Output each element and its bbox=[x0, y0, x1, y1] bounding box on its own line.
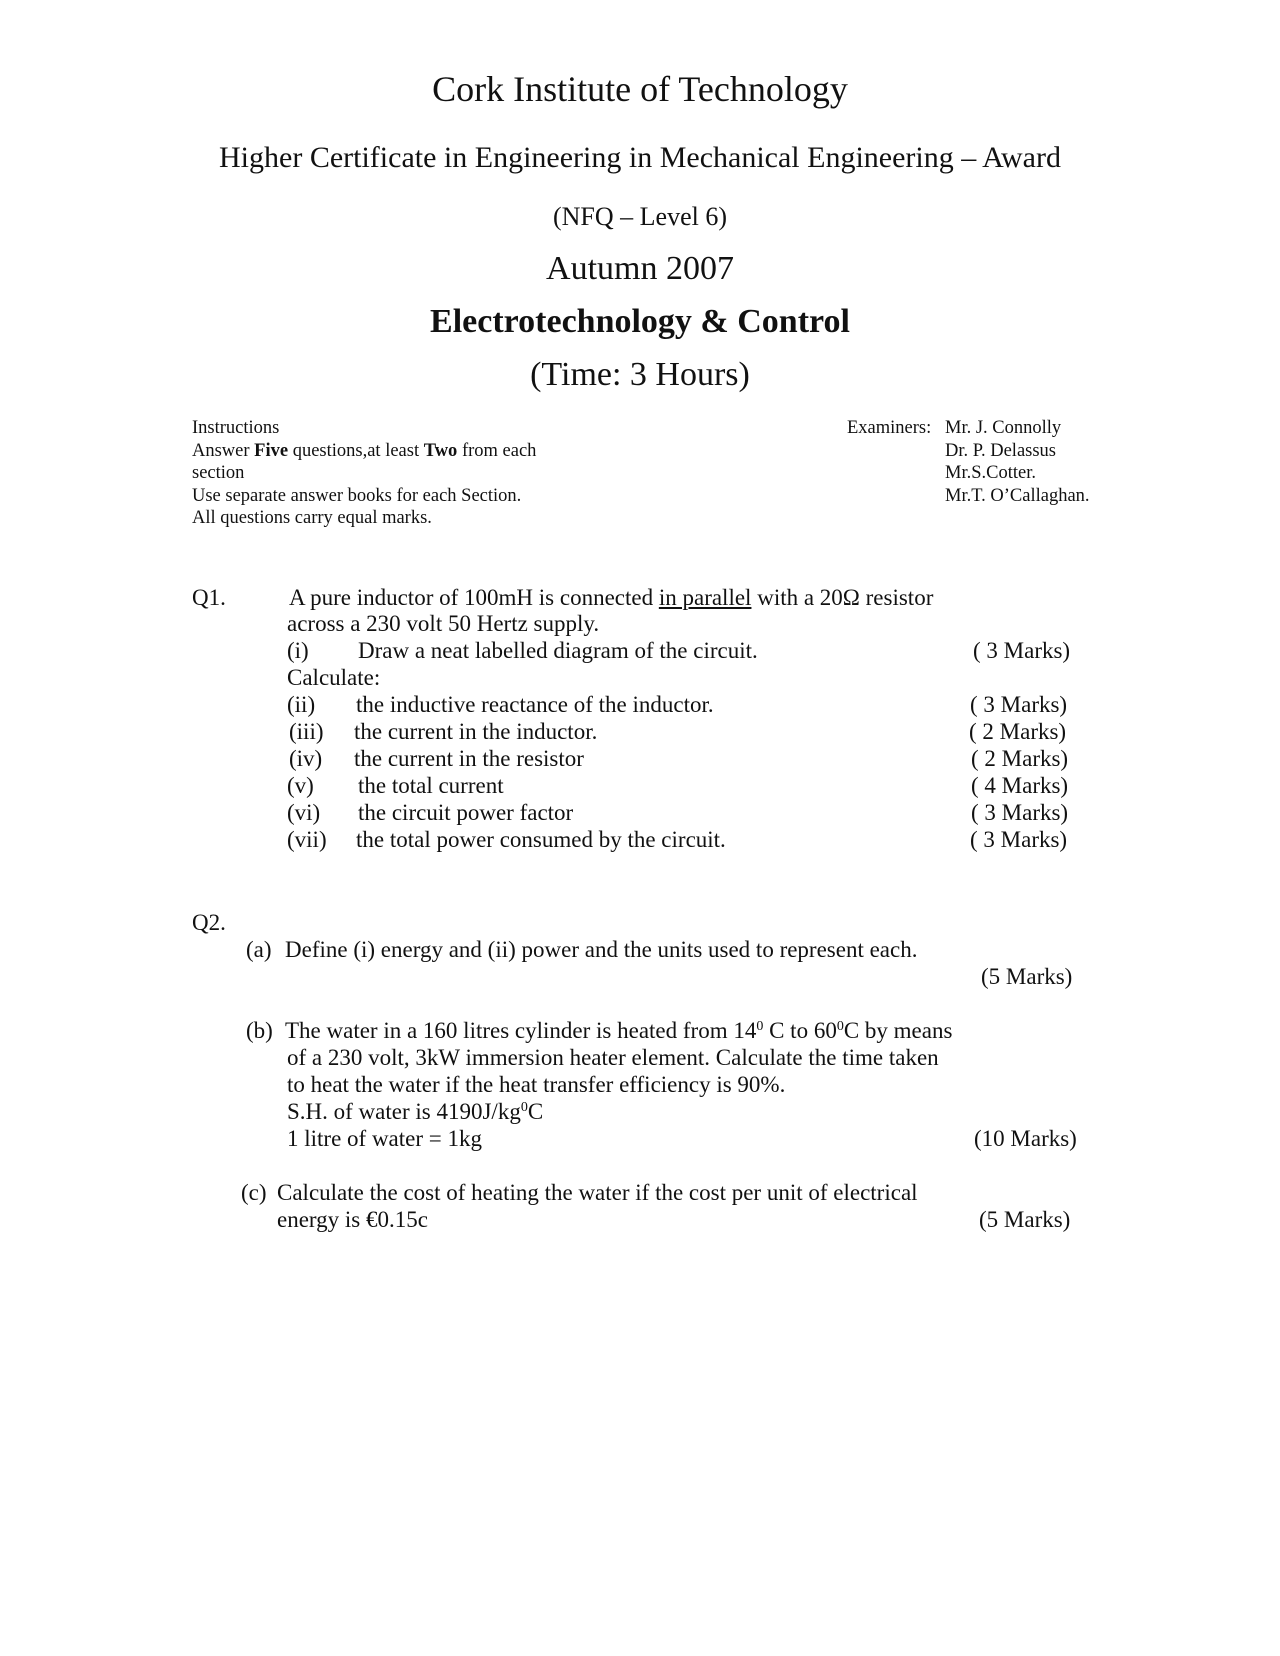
q1-part-text: the current in the resistor bbox=[354, 746, 584, 771]
q2-part-b-line-1: The water in a 160 litres cylinder is heated from $14^0$ C to $60^0C$ by means bbox=[285, 1018, 953, 1043]
q1-number: Q1. bbox=[192, 585, 226, 610]
programme-title: Higher Certificate in Engineering in Mechanical Engineering – Award bbox=[219, 141, 1061, 174]
q1-part-marks: ( 3 Marks) bbox=[971, 800, 1069, 825]
q2-part-c-line-1: Calculate the cost of heating the water if the cost per unit of electrical bbox=[277, 1180, 918, 1205]
q1-part-marks: ( 3 Marks) bbox=[973, 638, 1071, 663]
q1-part-marks: ( 4 Marks) bbox=[971, 773, 1069, 798]
q1-stem-line-1: A pure inductor of 100mH is connected in parallel with a 20Ω resistor bbox=[289, 585, 934, 610]
q2-part-c-marks: (5 Marks) bbox=[979, 1207, 1071, 1232]
q2-part-c-label: (c) bbox=[241, 1180, 267, 1205]
q1-part-text: Draw a neat labelled diagram of the circuit. bbox=[358, 638, 758, 663]
examiner-name: Mr.S.Cotter. bbox=[945, 463, 1036, 483]
q2-number: Q2. bbox=[192, 910, 226, 935]
q1-part-label: (vii) bbox=[287, 827, 327, 852]
q1-part-marks: ( 2 Marks) bbox=[971, 746, 1069, 771]
q2-part-b-line-4: S.H. of water is $4190J/kg^0C$ bbox=[287, 1099, 544, 1124]
q1-part-marks: ( 2 Marks) bbox=[969, 719, 1067, 744]
q2-part-a-label: (a) bbox=[246, 937, 272, 962]
q1-part-marks: ( 3 Marks) bbox=[970, 692, 1068, 717]
q1-part-text: the current in the inductor. bbox=[354, 719, 598, 744]
q1-part-marks: ( 3 Marks) bbox=[970, 827, 1068, 852]
q1-part-text: the total power consumed by the circuit. bbox=[356, 827, 726, 852]
q2-part-b-line-2: of a 230 volt, 3kW immersion heater element. Calculate the time taken bbox=[287, 1045, 939, 1070]
examiners-label: Examiners: bbox=[847, 418, 932, 438]
q1-part-label: (i) bbox=[287, 638, 309, 663]
institute-name: Cork Institute of Technology bbox=[432, 69, 848, 109]
q2-part-b-label: (b) bbox=[246, 1018, 273, 1043]
q2-part-b-line-3: to heat the water if the heat transfer efficiency is 90%. bbox=[287, 1072, 786, 1097]
instructions-line-1: Answer Five questions,at least Two from each bbox=[192, 440, 537, 461]
q2-part-c-line-2: energy is €0.15c bbox=[277, 1207, 428, 1232]
q1-calculate-label: Calculate: bbox=[287, 665, 381, 690]
q1-part-label: (vi) bbox=[287, 800, 321, 825]
q2-part-a-marks: (5 Marks) bbox=[981, 964, 1073, 989]
q2-part-b-line-5: 1 litre of water = 1kg bbox=[287, 1126, 482, 1151]
examiner-name: Mr.T. O’Callaghan. bbox=[945, 485, 1090, 506]
subject-title: Electrotechnology & Control bbox=[430, 303, 850, 340]
instructions-line-3: Use separate answer books for each Section. bbox=[192, 485, 522, 506]
q1-part-label: (iv) bbox=[289, 746, 323, 771]
q1-part-text: the inductive reactance of the inductor. bbox=[356, 692, 714, 717]
examiner-name: Dr. P. Delassus bbox=[945, 440, 1057, 461]
q1-part-text: the circuit power factor bbox=[358, 800, 574, 825]
instructions-line-2: section bbox=[192, 463, 245, 483]
q1-part-label: (iii) bbox=[289, 719, 324, 744]
q2-part-b-marks: (10 Marks) bbox=[974, 1126, 1077, 1151]
examiners-list bbox=[945, 417, 1090, 507]
q1-part-label: (ii) bbox=[287, 692, 316, 717]
q1-part-label: (v) bbox=[287, 773, 314, 798]
q1-part-text: the total current bbox=[358, 773, 504, 798]
instructions-line-4: All questions carry equal marks. bbox=[192, 508, 432, 528]
nfq-level: (NFQ – Level 6) bbox=[552, 202, 727, 231]
examiner-name: Mr. J. Connolly bbox=[945, 418, 1062, 438]
exam-duration: (Time: 3 Hours) bbox=[530, 356, 750, 393]
q2-part-a-text: Define (i) energy and (ii) power and the units used to represent each. bbox=[285, 937, 918, 962]
q1-stem-line-2: across a 230 volt 50 Hertz supply. bbox=[287, 611, 600, 636]
instructions-heading: Instructions bbox=[192, 418, 280, 438]
exam-session: Autumn 2007 bbox=[546, 250, 734, 287]
instructions-block bbox=[192, 417, 536, 530]
